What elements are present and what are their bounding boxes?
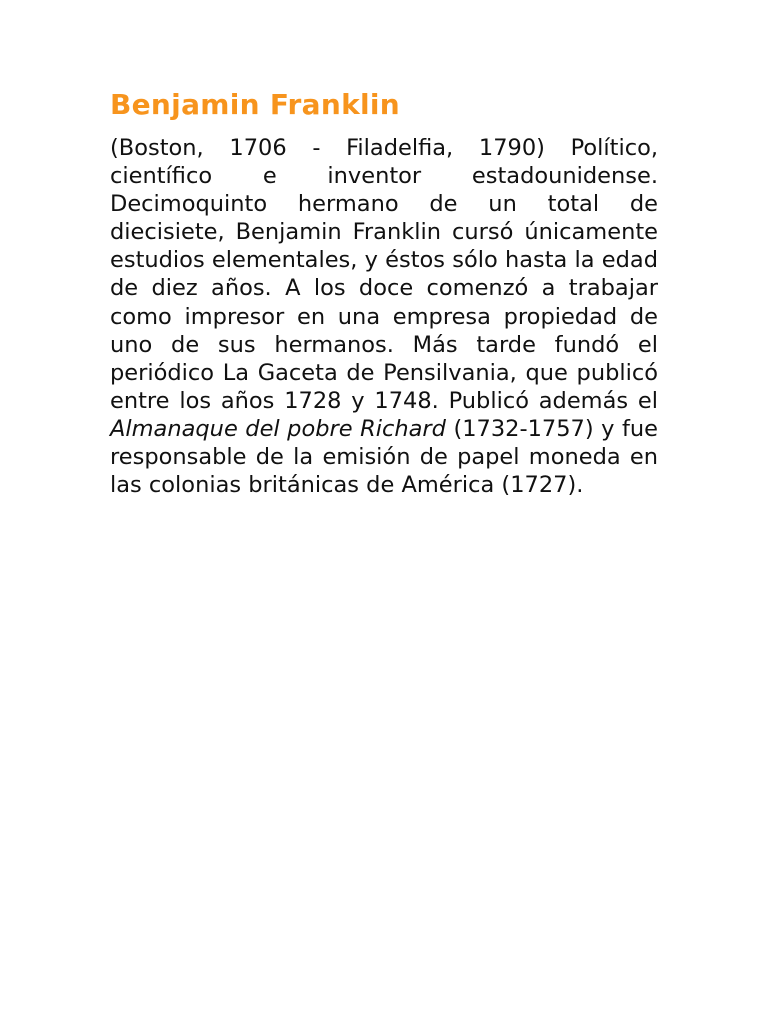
book-title: Almanaque del pobre Richard bbox=[110, 415, 446, 442]
page-title: Benjamin Franklin bbox=[110, 88, 401, 121]
document-page bbox=[110, 86, 658, 499]
paragraph-outro: (1732-1757) y fue responsable de la emisión de papel moneda en las colonias británicas de América (1727). bbox=[110, 415, 658, 499]
paragraph-intro: (Boston, 1706 - Filadelfia, 1790) Político, científico e inventor estadounidense. Decimoquinto hermano de un total de diecisiete, Benjamin Franklin cursó únicamente estudios elementales, y éstos sólo hasta la edad de diez años. A los doce comenzó a trabajar como impresor en una empresa propiedad de uno de sus hermanos. Más tarde fundó el periódico La Gaceta de Pensilvania, que publicó entre los años 1728 y 1748. Publicó además el bbox=[110, 135, 658, 414]
biography-paragraph bbox=[110, 134, 658, 499]
